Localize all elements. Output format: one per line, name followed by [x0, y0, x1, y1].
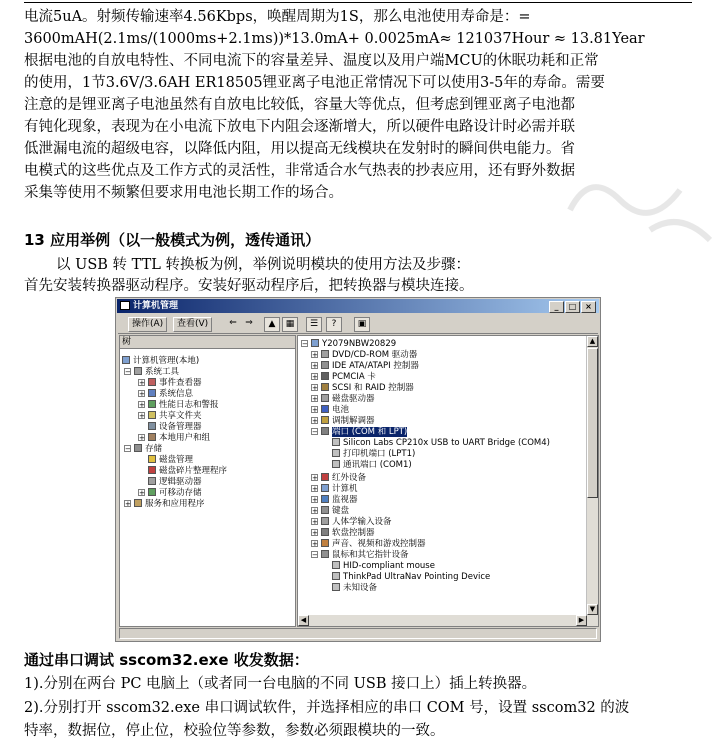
section-13-heading: 13 应用举例（以一般模式为例，透传通讯） — [24, 231, 321, 249]
tree-item[interactable]: Silicon Labs CP210x USB to UART Bridge (COM4) — [332, 438, 550, 448]
body-line: 注意的是锂亚离子电池虽然有自放电比较低，容量大等优点，但考虑到锂亚离子电池都 — [24, 97, 575, 113]
body-line: 电模式的这些优点及工作方式的灵活性，非常适合水气热表的抄表应用，还有野外数据 — [24, 163, 575, 179]
mouse-icon — [332, 561, 340, 569]
expand-icon[interactable]: + — [312, 417, 318, 425]
window-title: 计算机管理 — [133, 301, 179, 311]
tree-item[interactable]: + 系统信息 — [139, 389, 194, 399]
window-titlebar — [117, 299, 599, 313]
body-line: 3600mAH(2.1ms/(1000ms+2.1ms))*13.0mA+ 0.0025mA≈ 121037Hour ≈ 13.81Year — [24, 31, 645, 47]
computer-icon — [120, 301, 130, 310]
event-viewer-icon — [148, 378, 156, 386]
toolbar — [118, 315, 598, 334]
expand-icon[interactable]: + — [139, 390, 145, 398]
tree-item[interactable]: − Y2079NBW20829 — [302, 339, 397, 349]
menu-action[interactable]: 操作(A) — [128, 317, 167, 332]
pcmcia-icon — [321, 372, 329, 380]
expand-icon[interactable]: + — [312, 384, 318, 392]
logical-drive-icon — [148, 477, 156, 485]
printer-port-icon — [332, 449, 340, 457]
defrag-icon — [148, 466, 156, 474]
shared-folder-icon — [148, 411, 156, 419]
system-info-icon — [148, 389, 156, 397]
expand-icon[interactable]: + — [139, 401, 145, 409]
back-icon[interactable]: ⇐ — [229, 318, 237, 328]
mouse-icon — [321, 550, 329, 558]
tree-item[interactable]: + 电池 — [312, 405, 350, 415]
sound-icon — [321, 539, 329, 547]
device-manager-icon — [148, 422, 156, 430]
tree-item[interactable]: 磁盘管理 — [148, 455, 193, 465]
hid-icon — [321, 517, 329, 525]
performance-icon — [148, 400, 156, 408]
dvd-icon — [321, 350, 329, 358]
modem-icon — [321, 416, 329, 424]
expand-icon[interactable]: + — [139, 412, 145, 420]
battery-icon — [321, 405, 329, 413]
properties-icon[interactable]: ☰ — [306, 317, 322, 332]
serial-step-1: 1).分别在两台 PC 电脑上（或者同一台电脑的不同 USB 接口上）插上转换器。 — [24, 676, 537, 692]
unknown-device-icon — [332, 583, 340, 591]
expand-icon[interactable]: + — [312, 518, 318, 526]
scroll-right-icon[interactable]: ▶ — [576, 615, 587, 626]
expand-icon[interactable]: + — [312, 485, 318, 493]
tree-item[interactable]: HID-compliant mouse — [332, 561, 435, 571]
menu-view[interactable]: 查看(V) — [173, 317, 212, 332]
tree-item[interactable]: − 系统工具 — [125, 367, 180, 377]
tree-item[interactable]: + IDE ATA/ATAPI 控制器 — [312, 361, 419, 371]
tree-item[interactable]: − 鼠标和其它指针设备 — [312, 550, 409, 560]
storage-icon — [134, 444, 142, 452]
tree-item[interactable]: − 存储 — [125, 444, 163, 454]
keyboard-icon — [321, 506, 329, 514]
computer-icon — [122, 356, 130, 364]
serial-step-2b: 特率，数据位，停止位，校验位等参数，参数必须跟模块的一致。 — [24, 723, 445, 739]
scroll-left-icon[interactable]: ◀ — [298, 615, 309, 626]
scan-hardware-icon[interactable]: ▣ — [354, 317, 370, 332]
tree-item[interactable]: + 红外设备 — [312, 473, 367, 483]
computer-icon — [311, 339, 319, 347]
expand-icon[interactable]: + — [312, 474, 318, 482]
expand-icon[interactable]: + — [139, 489, 145, 497]
horizontal-scrollbar[interactable] — [298, 615, 598, 626]
forward-icon[interactable]: ⇒ — [245, 318, 253, 328]
expand-icon[interactable]: + — [312, 406, 318, 414]
tree-item[interactable] — [311, 427, 407, 437]
maximize-button[interactable]: □ — [565, 301, 580, 313]
expand-icon[interactable]: + — [312, 540, 318, 548]
tree-item[interactable]: + 共享文件夹 — [139, 411, 202, 421]
help-icon[interactable]: ? — [326, 317, 342, 332]
usb-uart-icon — [332, 438, 340, 446]
tree-item[interactable]: + 服务和应用程序 — [125, 499, 205, 509]
right-tree-pane — [297, 335, 599, 627]
body-line: 电流5uA。射频传输速率4.56Kbps，唤醒周期为1S，那么电池使用寿命是：= — [24, 9, 531, 25]
up-folder-icon[interactable]: ▲ — [264, 317, 280, 332]
collapse-icon[interactable]: − — [302, 340, 308, 348]
body-line: 有钝化现象，表现为在小电流下放电下内阻会逐渐增大，所以硬件电路设计时必需并联 — [24, 119, 575, 135]
port-icon — [321, 427, 329, 435]
section-13-line-2: 首先安装转换器驱动程序。安装好驱动程序后，把转换器与模块连接。 — [24, 278, 474, 294]
tree-item[interactable]: + 键盘 — [312, 506, 350, 516]
tree-item[interactable]: + 可移动存储 — [139, 488, 202, 498]
collapse-icon[interactable]: − — [125, 445, 131, 453]
left-tree-pane — [119, 335, 296, 627]
vertical-scrollbar[interactable] — [586, 336, 598, 626]
tree-item[interactable]: + 声音、视频和游戏控制器 — [312, 539, 426, 549]
body-paragraph — [24, 6, 696, 204]
services-icon — [134, 499, 142, 507]
body-line: 采集等使用不频繁但要求用电池长期工作的场合。 — [24, 185, 343, 201]
status-bar — [119, 628, 597, 639]
tree-item[interactable]: + 人体学输入设备 — [312, 517, 392, 527]
body-line: 根据电池的自放电特性、不同电流下的容量差异、温度以及用户端MCU的休眠功耗和正常 — [24, 53, 599, 69]
disk-drive-icon — [321, 394, 329, 402]
computer-icon — [321, 484, 329, 492]
disk-management-icon — [148, 455, 156, 463]
expand-icon[interactable]: + — [312, 362, 318, 370]
serial-step-2a: 2).分别打开 sscom32.exe 串口调试软件，并选择相应的串口 COM 号，设置 sscom32 的波 — [24, 700, 630, 716]
tree-item[interactable]: + 监视器 — [312, 495, 358, 505]
minimize-button[interactable]: _ — [549, 301, 564, 313]
tree-item[interactable]: + 事件查看器 — [139, 378, 202, 388]
expand-icon[interactable]: + — [312, 507, 318, 515]
floppy-icon — [321, 528, 329, 536]
body-line: 低泄漏电流的超级电容，以降低内阻，用以提高无线模块在发射时的瞬间供电能力。省 — [24, 141, 575, 157]
monitor-icon — [321, 495, 329, 503]
show-tree-icon[interactable]: ▦ — [282, 317, 298, 332]
tree-item[interactable]: 逻辑驱动器 — [148, 477, 202, 487]
scroll-up-icon[interactable]: ▲ — [587, 336, 598, 347]
tree-item[interactable]: 设备管理器 — [148, 422, 202, 432]
scroll-down-icon[interactable]: ▼ — [587, 604, 598, 615]
expand-icon[interactable]: + — [139, 434, 145, 442]
expand-icon[interactable]: + — [312, 395, 318, 403]
tree-item[interactable]: + 磁盘驱动器 — [312, 394, 375, 404]
expand-icon[interactable]: + — [312, 529, 318, 537]
header-rule — [24, 2, 692, 3]
tree-item[interactable]: 磁盘碎片整理程序 — [148, 466, 227, 476]
removable-storage-icon — [148, 488, 156, 496]
tree-item[interactable]: 通讯端口 (COM1) — [332, 460, 412, 470]
body-line: 的使用，1节3.6V/3.6AH ER18505锂亚离子电池正常情况下可以使用3-5年的寿命。需要 — [24, 75, 605, 91]
left-pane-header: 树 — [120, 336, 295, 349]
tree-item[interactable]: + PCMCIA 卡 — [312, 372, 376, 382]
collapse-icon[interactable]: − — [312, 551, 318, 559]
tree-item[interactable]: + 性能日志和警报 — [139, 400, 219, 410]
tree-item[interactable]: ThinkPad UltraNav Pointing Device — [332, 572, 490, 582]
tree-item[interactable]: + SCSI 和 RAID 控制器 — [312, 383, 414, 393]
tree-item[interactable]: + 计算机 — [312, 484, 358, 494]
expand-icon[interactable]: + — [125, 500, 131, 508]
expand-icon[interactable]: + — [312, 373, 318, 381]
section-13-line-1: 以 USB 转 TTL 转换板为例，举例说明模块的使用方法及步骤： — [56, 257, 470, 273]
collapse-icon[interactable]: − — [312, 428, 318, 436]
tree-item[interactable]: 未知设备 — [332, 583, 377, 593]
tree-item[interactable]: 打印机端口 (LPT1) — [332, 449, 415, 459]
ports-label[interactable]: 端口 (COM 和 LPT) — [332, 427, 408, 437]
expand-icon[interactable]: + — [139, 379, 145, 387]
tree-item[interactable]: + DVD/CD-ROM 驱动器 — [312, 350, 418, 360]
pointing-device-icon — [332, 572, 340, 580]
expand-icon[interactable]: + — [312, 496, 318, 504]
scsi-icon — [321, 383, 329, 391]
tools-icon — [134, 367, 142, 375]
tree-item[interactable]: + 调制解调器 — [312, 416, 375, 426]
com-port-icon — [332, 460, 340, 468]
serial-heading: 通过串口调试 sscom32.exe 收发数据： — [24, 651, 309, 669]
scroll-thumb[interactable] — [587, 348, 598, 498]
tree-item[interactable]: + 软盘控制器 — [312, 528, 375, 538]
expand-icon[interactable]: + — [312, 351, 318, 359]
collapse-icon[interactable]: − — [125, 368, 131, 376]
tree-item[interactable]: 计算机管理(本地) — [122, 356, 199, 366]
close-button[interactable]: × — [581, 301, 596, 313]
users-icon — [148, 433, 156, 441]
computer-management-window — [115, 297, 601, 642]
ide-icon — [321, 361, 329, 369]
tree-item[interactable]: + 本地用户和组 — [139, 433, 211, 443]
infrared-icon — [321, 473, 329, 481]
